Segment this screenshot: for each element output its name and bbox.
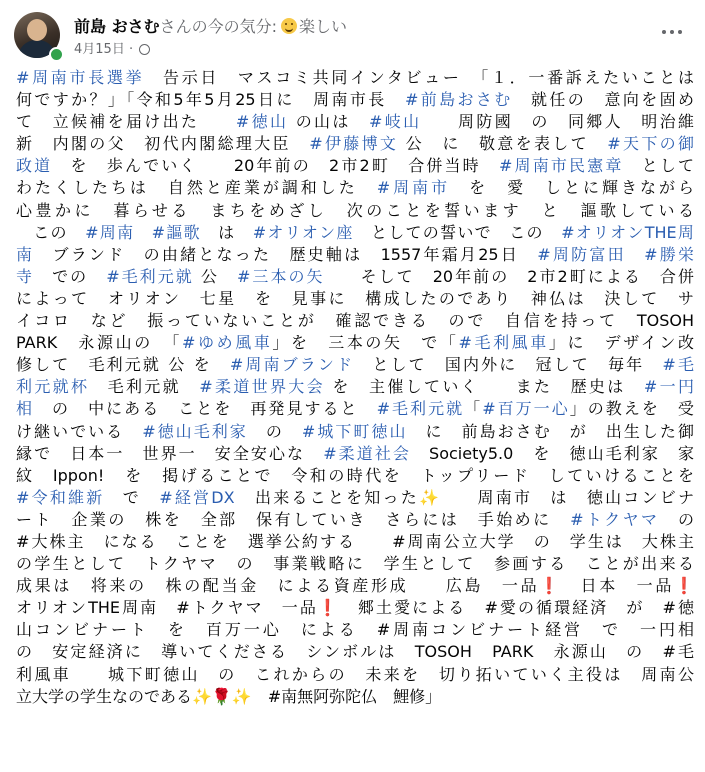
hashtag-link[interactable]: #徳山毛利家 [142, 421, 248, 441]
post-text-line [16, 597, 694, 619]
hashtag-link[interactable]: #城下町徳山 [301, 421, 408, 441]
post-text-segment [134, 223, 151, 242]
post-text-segment: イコロ など 振っていないことが 確認できる ので 自信を持って TOSOH [16, 311, 694, 331]
post-text-line [16, 664, 694, 686]
post-text-segment: ブランド の由緒となった 歴史軸は 1557年霜月25日 [34, 244, 538, 264]
post-text-segment: 山コンビナート を 百万一心 による #周南コンビナート経営 で 一円相 [16, 620, 694, 640]
hashtag-link[interactable]: #毛利元就 [106, 266, 194, 286]
post-text-segment: 縁で 日本一 世界一 安全安心な [16, 443, 324, 463]
post-meta [74, 38, 150, 57]
hashtag-link[interactable]: #周南市 [376, 178, 451, 198]
post-text-line [16, 376, 694, 398]
post-text-line [16, 177, 694, 199]
post-text-segment: 告示日 マスコミ共同インタビュー 「１．一番訴えたいことは [144, 68, 694, 87]
post-text-segment: て 立候補を届け出た [16, 112, 236, 132]
post-text-line [16, 111, 694, 133]
post-text-segment: の山は [288, 112, 370, 132]
post-text-line [16, 465, 694, 487]
post-text-segment: の 安定経済に 導いてくださる シンボルは TOSOH PARK 永源山 の #毛 [16, 642, 694, 662]
post-text-segment: 公 に 敬意を表して [398, 134, 608, 154]
post-text-line [16, 531, 694, 553]
post-text-segment: Society5.0 を 徳山毛利家 家 [410, 443, 694, 463]
hashtag-link[interactable]: #勝栄 [644, 244, 694, 264]
post-text-segment: の 中にある ことを 再発見すると [34, 399, 377, 419]
online-status-icon [49, 47, 64, 62]
post-text-line [16, 133, 694, 155]
hashtag-link[interactable]: #毛 [662, 355, 694, 375]
post-text-segment: の [659, 509, 694, 529]
post-text-segment: 立大学の学生なのである✨🌹✨ #南無阿弥陀仏 鯉修」 [16, 686, 442, 706]
post-text-segment: として 国内外に 冠して 毎年 [354, 355, 663, 375]
hashtag-link[interactable]: #徳山 [235, 112, 289, 132]
more-options-icon[interactable] [660, 22, 684, 42]
post-date-link[interactable]: 4月15日 [74, 42, 125, 57]
post-text-segment: 成果は 将来の 株の配当金 による資産形成 広島 一品❗ 日本 一品❗ [16, 576, 694, 596]
post-text-line [16, 421, 694, 443]
post-text-segment: を 主催していく また 歴史は [324, 377, 644, 397]
globe-icon[interactable] [139, 44, 150, 55]
feeling-label: 楽しい [298, 17, 347, 36]
hashtag-link[interactable]: 相 [16, 399, 35, 419]
post-text-segment: としての誓いで この [353, 222, 562, 242]
hashtag-link[interactable]: #柔道世界大会 [199, 377, 325, 397]
post-text-segment: によって オリオン 七星 を 見事に 構成したのであり 神仏は 決して サ [16, 288, 694, 308]
post-text-segment: 公 [193, 266, 237, 286]
post-text-segment: 紋 Ippon! を 掲げることで 令和の時代を トップリード していけることを [16, 465, 694, 485]
hashtag-link[interactable]: #オリオンTHE周 [561, 222, 694, 242]
post-text-line [16, 575, 694, 597]
post-text-segment: け継いでいる [16, 421, 143, 441]
post-text-segment: として [623, 156, 694, 176]
hashtag-link[interactable]: #令和維新 [16, 487, 105, 507]
post-text-segment: を 歩んでいく 20年前の 2市2町 合併当時 [52, 156, 499, 176]
hashtag-link[interactable]: #周南ブランド [229, 355, 355, 375]
post-text-segment: 「 [464, 399, 483, 419]
hashtag-link[interactable]: #毛利風車 [458, 333, 549, 353]
post-text-segment: ート 企業の 株を 全部 保有していき さらには 手始めに [16, 509, 571, 529]
post-text [16, 67, 694, 708]
hashtag-link[interactable]: #周南 [85, 222, 135, 242]
post-text-line [16, 354, 694, 376]
post-text-line [16, 67, 694, 89]
post-text-segment: 」を 三本の矢 で「 [272, 333, 459, 353]
post-text-line [16, 310, 694, 332]
feeling-prefix: さんの今の気分: [159, 17, 277, 36]
post-text-line [16, 332, 694, 354]
hashtag-link[interactable]: #経営DX [159, 487, 235, 507]
post-text-line [16, 89, 694, 111]
post-text-segment [626, 245, 644, 264]
hashtag-link[interactable]: 利元就杯 [16, 377, 90, 397]
meta-separator: · [128, 42, 134, 57]
post-text-segment: 何ですか？」「令和5年5月25日に 周南市長 [16, 90, 405, 110]
hashtag-link[interactable]: #百万一心 [482, 399, 570, 419]
post-text-segment: わたくしたちは 自然と産業が調和した [16, 178, 377, 198]
post-text-segment: そして 20年前の 2市2町による 合併 [324, 266, 694, 286]
post-text-segment: で [104, 487, 160, 507]
post-text-line [16, 244, 694, 266]
post-text-segment: に 前島おさむ が 出生した御 [407, 421, 694, 441]
hashtag-link[interactable]: #周防富田 [537, 244, 626, 264]
hashtag-link[interactable]: #毛利元就 [376, 399, 465, 419]
hashtag-link[interactable]: #伊藤博文 [309, 134, 399, 154]
post-text-line [16, 222, 694, 244]
hashtag-link[interactable]: #前島おさむ [404, 90, 513, 110]
post-text-segment: PARK 永源山の 「 [16, 333, 182, 353]
post-text-line [16, 487, 694, 509]
hashtag-link[interactable]: #一円 [643, 377, 694, 397]
author-line [74, 14, 347, 37]
avatar-face [27, 19, 47, 41]
hashtag-link[interactable]: #周南市長選挙 [16, 68, 145, 87]
hashtag-link[interactable]: #謳歌 [151, 222, 201, 242]
hashtag-link[interactable]: 寺 [16, 266, 35, 286]
post-text-line [16, 266, 694, 288]
post-text-line [16, 509, 694, 531]
post-text-line [16, 553, 694, 575]
hashtag-link[interactable]: #天下の御 [607, 134, 694, 154]
post-text-segment: 周防國 の 同郷人 明治維 [421, 112, 694, 132]
post-text-segment: を 愛 しとに輝きながら [450, 178, 694, 198]
post-text-segment: 就任の 意向を固め [512, 90, 694, 110]
post-text-segment: 新 内閣の父 初代内閣総理大臣 [16, 134, 310, 154]
post-text-segment: の学生として トクヤマ の 事業戦略に 学生として 参画する ことが出来る [16, 554, 694, 574]
hashtag-link[interactable]: #三本の矢 [236, 266, 325, 286]
author-name-link[interactable]: 前島 おさむ [74, 17, 160, 36]
hashtag-link[interactable]: 政道 [16, 156, 53, 176]
hashtag-link[interactable]: #オリオン座 [252, 222, 354, 242]
post-text-line [16, 641, 694, 663]
hashtag-link[interactable]: #柔道社会 [323, 443, 411, 463]
post-text-segment: この [16, 222, 86, 242]
post-header [14, 12, 694, 64]
post-text-line [16, 200, 694, 222]
post-text-segment: 修して 毛利元就 公 を [16, 355, 230, 375]
post-text-segment: 出来ることを知った✨ 周南市 は 徳山コンビナ [234, 487, 694, 507]
hashtag-link[interactable]: #岐山 [369, 112, 422, 132]
smiling-face-icon [281, 18, 297, 34]
post-text-segment: #大株主 になる ことを 選挙公約する #周南公立大学 の 学生は 大株主 [16, 531, 694, 551]
post-text-line [16, 155, 694, 177]
post-text-segment: 」に デザイン改 [548, 333, 694, 353]
post-text-segment: 毛利元就 [89, 377, 200, 397]
hashtag-link[interactable]: #トクヤマ [570, 509, 660, 529]
post-text-line [16, 288, 694, 310]
post-text-segment: 利風車 城下町徳山 の これからの 未来を 切り拓いていく主役は 周南公 [16, 664, 694, 684]
post-text-segment: での [34, 266, 107, 286]
post-text-segment: 」の教えを 受 [569, 399, 694, 419]
post-text-segment: 心豊かに 暮らせる まちをめざし 次のことを誓います と 謳歌している [16, 200, 694, 220]
hashtag-link[interactable]: #周南市民憲章 [498, 156, 624, 176]
post-text-line [16, 619, 694, 641]
hashtag-link[interactable]: 南 [16, 244, 35, 264]
post-text-segment: は [200, 222, 253, 242]
post-text-line [16, 686, 694, 708]
hashtag-link[interactable]: #ゆめ風車 [182, 333, 273, 353]
post-text-line [16, 398, 694, 420]
post-text-segment: の [247, 421, 302, 441]
post-text-segment: オリオンTHE周南 #トクヤマ 一品❗ 郷土愛による #愛の循環経済 が #徳 [16, 598, 694, 618]
post-text-line [16, 443, 694, 465]
